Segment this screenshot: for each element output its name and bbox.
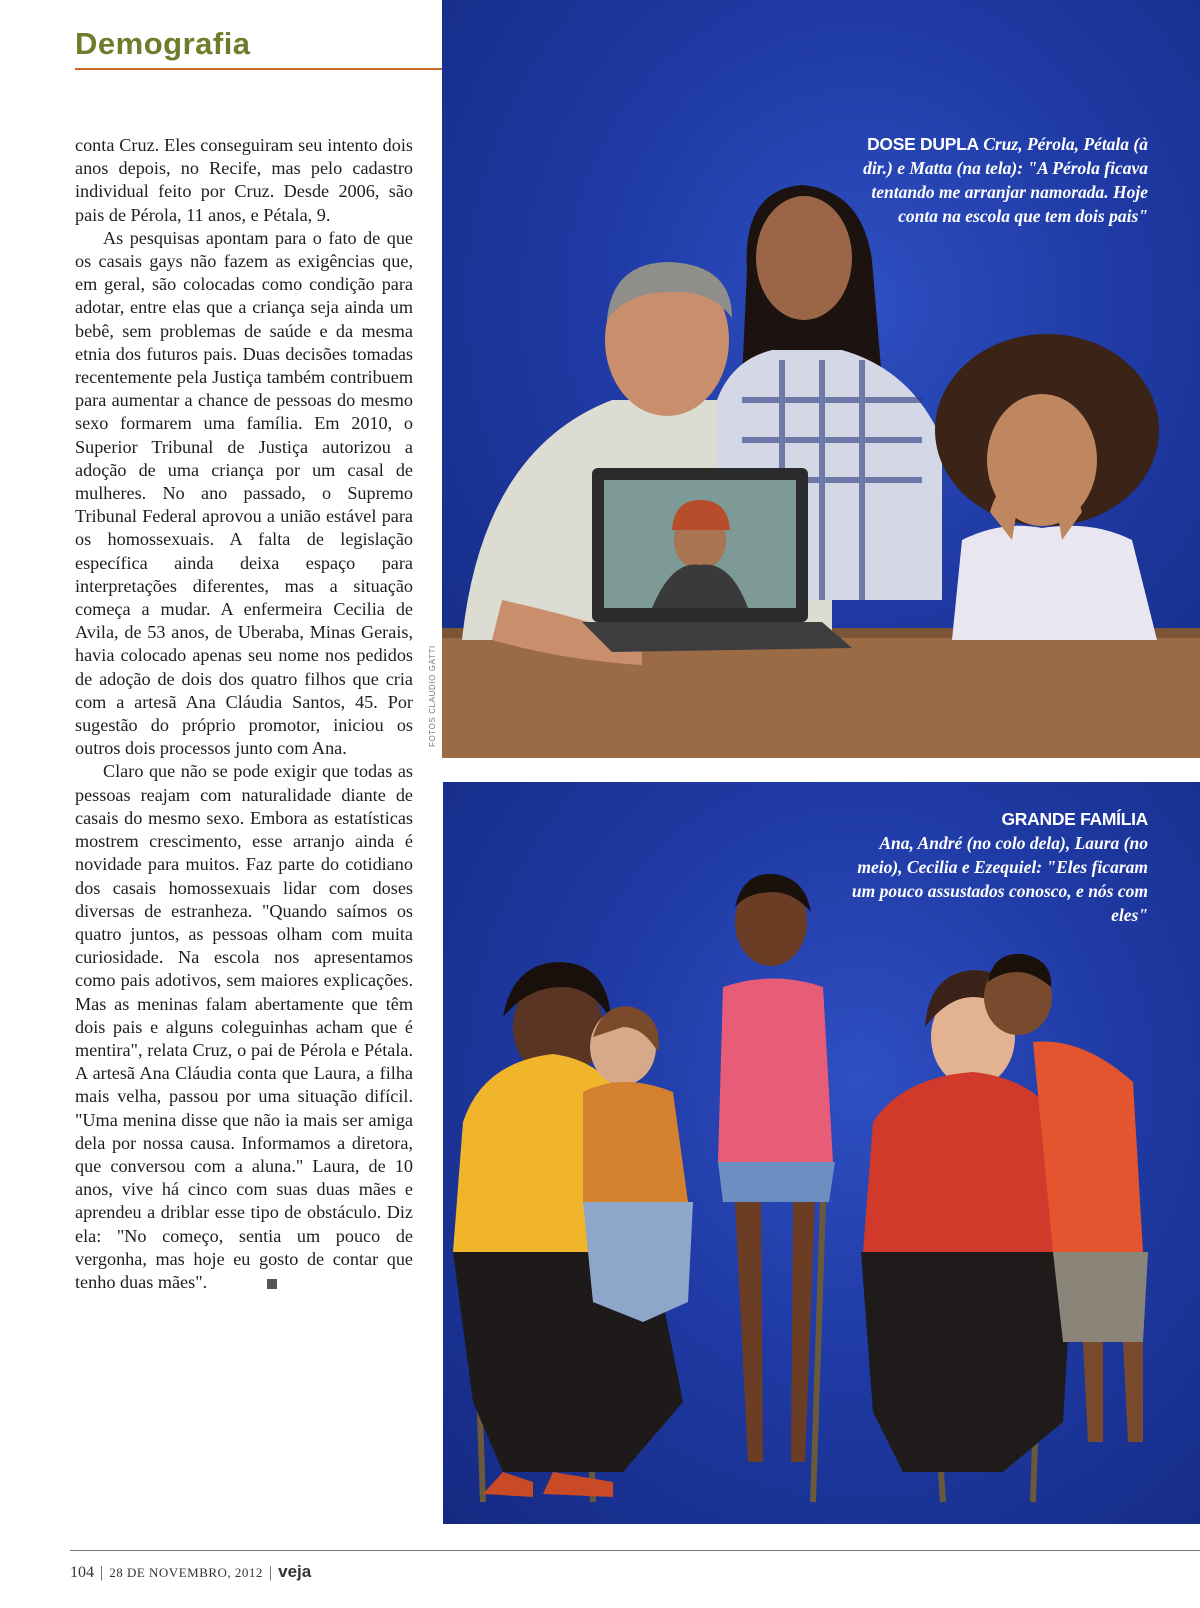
footer-separator: | — [100, 1564, 104, 1581]
article-paragraph-3 — [75, 760, 413, 1294]
section-rule — [75, 68, 447, 70]
photo-dose-dupla-illustration — [442, 0, 1200, 758]
issue-date: 28 DE NOVEMBRO, 2012 — [109, 1565, 263, 1580]
section-title: Demografia — [75, 26, 251, 61]
photo-credit: FOTOS CLAUDIO GATTI — [428, 645, 437, 747]
photo-bottom-caption-body: Ana, André (no colo dela), Laura (no meio), Cecilia e Ezequiel: "Eles ficaram um pouco assustados conosco, e nós com eles" — [851, 833, 1148, 925]
article-column — [75, 134, 413, 1294]
photo-top-caption — [848, 132, 1148, 228]
footer-rule — [70, 1550, 1200, 1551]
section-header — [75, 28, 440, 59]
article-paragraph-1: conta Cruz. Eles conseguiram seu intento dois anos depois, no Recife, mas pelo cadastro individual feito por Cruz. Desde 2006, são pais de Pérola, 11 anos, e Pétala, 9. — [75, 135, 413, 225]
photo-grande-familia — [443, 782, 1200, 1524]
photo-top-caption-head: DOSE DUPLA — [867, 134, 979, 154]
footer-text — [70, 1562, 311, 1582]
photo-top-caption-body: Cruz, Pérola, Pétala (à dir.) e Matta (na tela): "A Pérola ficava tentando me arranjar namorada. Hoje conta na escola que tem dois pais" — [863, 134, 1148, 226]
magazine-name: veja — [278, 1562, 312, 1581]
page-footer — [70, 1550, 1200, 1590]
article-paragraph-2: As pesquisas apontam para o fato de que os casais gays não fazem as exigências que, em geral, são colocadas como condição para adotar, entre elas que a criança seja ainda um bebê, sem problemas de saúde e da mesma etnia dos futuros pais. Duas decisões tomadas recentemente pela Justiça também contribuem para aumentar a chance de pessoas do mesmo sexo formarem uma família. Em 2010, o Superior Tribunal de Justiça autorizou a adoção de uma criança por um casal de mulheres. No ano passado, o Supremo Tribunal Federal aprovou a união estável para os homossexuais. A falta de legislação específica ainda deixa espaço para interpretações diferentes, mas a situação começa a mudar. A enfermeira Cecilia de Avila, de 53 anos, de Uberaba, Minas Gerais, havia colocado apenas seu nome nos pedidos de adoção de dois dos quatro filhos que cria com a artesã Ana Cláudia Santos, 45. Por sugestão do próprio promotor, iniciou os outros dois processos junto com Ana. — [75, 227, 413, 759]
article-paragraph-3-text: Claro que não se pode exigir que todas as pessoas reajam com naturalidade diante de casais do mesmo sexo. Embora as estatísticas mostrem crescimento, esse arranjo ainda é novidade para muitos. Faz parte do cotidiano dos casais homossexuais lidar com doses diversas de estranheza. "Quando saímos os quatro juntos, as pessoas olham com muita curiosidade. Na escola nos apresentamos como pais adotivos, sem maiores explicações. Mas as meninas falam abertamente que têm dois pais e alguns coleguinhas acham que é mentira", relata Cruz, o pai de Pérola e Pétala. A artesã Ana Cláudia conta que Laura, a filha mais velha, passou por uma situação difícil. "Uma menina disse que não ia mais ser amiga dela por nossa causa. Informamos a diretora, que conversou com a aluna." Laura, de 10 anos, vive há cinco com suas duas mães e aprendeu a driblar esse tipo de obstáculo. Diz ela: "No começo, sentia um pouco de vergonha, mas hoje eu gosto de contar que tenho duas mães". — [75, 761, 413, 1292]
photo-bottom-caption-head: GRANDE FAMÍLIA — [1001, 809, 1148, 829]
footer-separator: | — [268, 1564, 273, 1581]
end-of-article-mark — [267, 1279, 277, 1289]
page-number: 104 — [70, 1564, 94, 1581]
photo-bottom-caption — [848, 807, 1148, 927]
photo-dose-dupla — [442, 0, 1200, 758]
